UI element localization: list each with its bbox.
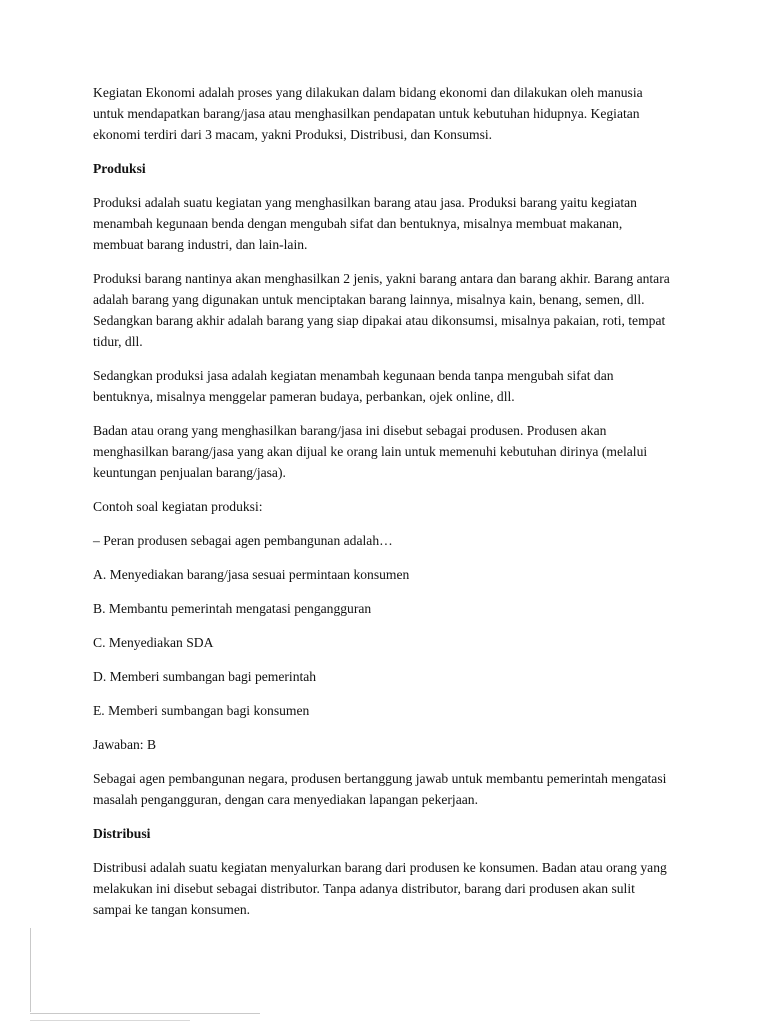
- intro-paragraph: Kegiatan Ekonomi adalah proses yang dilakukan dalam bidang ekonomi dan dilakukan oleh manusia untuk mendapatkan barang/jasa atau menghasilkan pendapatan untuk kebutuhan hidupnya. Kegiatan ekonomi terdiri dari 3 macam, yakni Produksi, Distribusi, dan Konsumsi.: [93, 85, 643, 142]
- produksi-paragraph-2: Produksi barang nantinya akan menghasilkan 2 jenis, yakni barang antara dan barang akhir. Barang antara adalah barang yang digunakan untuk menciptakan barang lainnya, misalnya kain, benang, semen, dll. Sedangkan barang akhir adalah barang yang siap dipakai atau dikonsumsi, misalnya pakaian, roti, tempat tidur, dll.: [93, 271, 670, 349]
- answer-option-a: A. Menyediakan barang/jasa sesuai permintaan konsumen: [93, 567, 410, 582]
- scan-artifact-horizontal-line: [30, 1013, 260, 1014]
- answer-option-e: E. Memberi sumbangan bagi konsumen: [93, 703, 310, 718]
- answer-option-b: B. Membantu pemerintah mengatasi pengangguran: [93, 601, 372, 616]
- document-content: [93, 82, 676, 933]
- answer-explanation: Sebagai agen pembangunan negara, produsen bertanggung jawab untuk membantu pemerintah mengatasi masalah pengangguran, dengan cara menyediakan lapangan pekerjaan.: [93, 771, 667, 807]
- answer-option-c: C. Menyediakan SDA: [93, 635, 214, 650]
- heading-distribusi: Distribusi: [93, 826, 151, 841]
- contoh-soal-label: Contoh soal kegiatan produksi:: [93, 499, 263, 514]
- heading-produksi: Produksi: [93, 161, 146, 176]
- answer-option-d: D. Memberi sumbangan bagi pemerintah: [93, 669, 317, 684]
- scan-artifact-vertical-line: [30, 928, 31, 1012]
- produksi-paragraph-4: Badan atau orang yang menghasilkan barang/jasa ini disebut sebagai produsen. Produsen akan menghasilkan barang/jasa yang akan dijual ke orang lain untuk memenuhi kebutuhan dirinya (melalui keuntungan penjualan barang/jasa).: [93, 423, 648, 480]
- produksi-paragraph-3: Sedangkan produksi jasa adalah kegiatan menambah kegunaan benda tanpa mengubah sifat dan bentuknya, misalnya menggelar pameran budaya, perbankan, ojek online, dll.: [93, 368, 614, 404]
- question-text: – Peran produsen sebagai agen pembangunan adalah…: [93, 533, 393, 548]
- distribusi-paragraph-1: Distribusi adalah suatu kegiatan menyalurkan barang dari produsen ke konsumen. Badan atau orang yang melakukan ini disebut sebagai distributor. Tanpa adanya distributor, barang dari produsen akan sulit sampai ke tangan konsumen.: [93, 860, 667, 917]
- produksi-paragraph-1: Produksi adalah suatu kegiatan yang menghasilkan barang atau jasa. Produksi barang yaitu kegiatan menambah kegunaan benda dengan mengubah sifat dan bentuknya, misalnya membuat makanan, membuat barang industri, dan lain-lain.: [93, 195, 637, 252]
- scan-artifact-horizontal-line-2: [30, 1020, 190, 1021]
- answer-key: Jawaban: B: [93, 737, 157, 752]
